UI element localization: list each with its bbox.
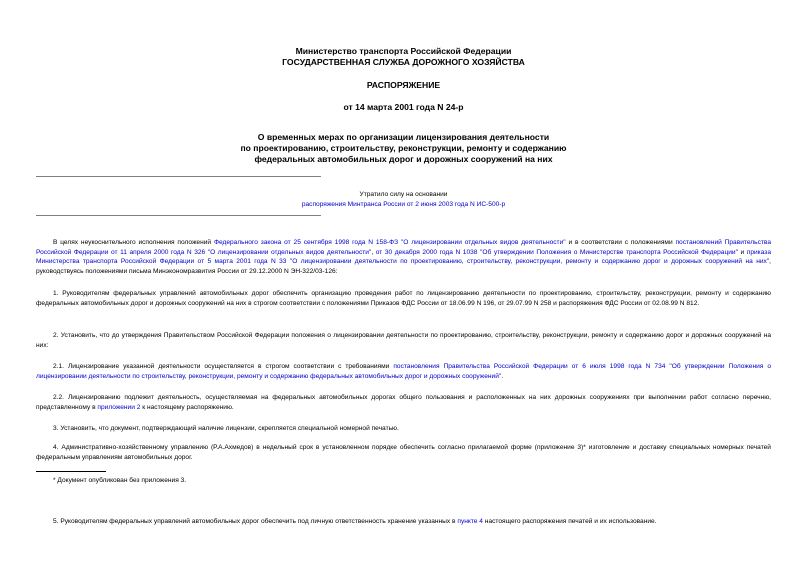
title-line-2: по проектированию, строительству, реконструкции, ремонту и содержанию [240, 143, 567, 153]
text-segment: , [371, 248, 376, 256]
divider-bottom [36, 215, 321, 216]
text-segment: к настоящему распоряжению. [140, 403, 234, 411]
service-name: ГОСУДАРСТВЕННАЯ СЛУЖБА ДОРОЖНОГО ХОЗЯЙСТВА [282, 57, 525, 67]
text-segment: и в соответствии с положениями [565, 239, 676, 246]
footnote-divider [36, 471, 106, 472]
resolution-734-link[interactable]: постановления Правительства Российской Федерации от 6 июля 1998 года N 734 "Об утверждении Положения о лицензировании деятельности по строительству, реконструкции, ремонту и содержанию федеральных автомобильных дорог и дорожных сооружений" [36, 363, 771, 380]
government-resolution-link[interactable]: постановлений Правительства Российской Федерации от 11 апреля 2000 года N 326 "О лицензировании отдельных видов деятельности" [36, 239, 771, 256]
text-segment: В целях неукоснительного исполнения положений [53, 239, 214, 246]
ministry-name: Министерство транспорта Российской Федерации [295, 46, 512, 56]
divider-top [36, 176, 321, 177]
footnote: * Документ опубликован без приложения 3. [53, 477, 187, 484]
paragraph-2-2 [36, 393, 771, 412]
title-line-3: федеральных автомобильных дорог и дорожных сооружений на них [254, 154, 553, 164]
paragraph-2-1 [36, 362, 771, 381]
text-segment: настоящего распоряжения печатей и их использование. [482, 518, 657, 525]
lost-force-link[interactable]: распоряжения Минтранса России от 2 июня 2003 года N ИС-500-р [301, 201, 506, 208]
text-segment: 5. Руководителям федеральных управлений автомобильных дорог обеспечить под личную ответственность хранение указанных в [53, 518, 458, 525]
text-segment: и [737, 248, 747, 256]
text-segment: 2.1. Лицензирование указанной деятельности осуществляется в строгом соответствии с требованиями [53, 363, 394, 370]
paragraph-4: 4. Административно-хозяйственному управлению (Р.А.Ахмедов) в недельный срок в установленном порядке обеспечить согласно прилагаемой форме (приложение 3)* изготовление и доставку специальных номерных печатей федеральным управлениям автомобильных дорог. [36, 444, 771, 461]
federal-law-link[interactable]: Федерального закона от 25 сентября 1998 года N 158-ФЗ "О лицензировании отдельных видов деятельности" [213, 239, 566, 246]
document-title [0, 132, 807, 165]
text-segment: 2.2. Лицензированию подлежит деятельность, осуществляемая на федеральных автомобильных дорогах общего пользования и расположенных на них дорожных сооружениях при выполнении работ согласно перечню, представленному в [36, 394, 771, 411]
point-4-link[interactable]: пункте 4 [457, 518, 483, 525]
document-date: от 14 марта 2001 года N 24-р [343, 102, 464, 112]
paragraph-3: 3. Установить, что документ, подтверждающий наличие лицензии, скрепляется специальной номерной печатью. [53, 425, 399, 432]
order-33-link[interactable]: приказа Министерства транспорта Российской Федерации от 5 марта 2001 года N 33 "О лицензировании деятельности по проектированию, строительству, реконструкции, ремонту и содержанию дорог и дорожных сооружений на них" [36, 248, 771, 266]
appendix-2-link[interactable]: приложении 2 [97, 403, 141, 411]
resolution-1038-link[interactable]: от 30 декабря 2000 года N 1038 "Об утверждении Положения о Министерстве транспорта Российской Федерации" [375, 248, 738, 256]
paragraph-preamble [36, 238, 771, 276]
title-line-1: О временных мерах по организации лицензирования деятельности [257, 132, 550, 142]
paragraph-1: 1. Руководителям федеральных управлений автомобильных дорог обеспечить организацию проведения работ по лицензированию деятельности по проектированию, строительству, реконструкции, ремонту и содержанию федеральных автомобильных дорог и дорожных сооружений на них в строгом соответствии с положениями Приказов ФДС России от 18.06.99 N 196, от 29.07.99 N 258 и распоряжения ФДС России от 02.08.99 N 812. [36, 290, 771, 307]
paragraph-5 [36, 517, 771, 527]
paragraph-2: 2. Установить, что до утверждения Правительством Российской Федерации положения о лицензировании деятельности по проектированию, строительству, реконструкции, ремонту и содержанию дорог и дорожных сооружений на них: [36, 332, 771, 349]
text-segment: , руководствуясь положениями письма Минэкономразвития России от 29.12.2000 N ЭН-322/03-126: [36, 258, 771, 275]
document-type: РАСПОРЯЖЕНИЕ [366, 80, 441, 90]
lost-force-text: Утратило силу на основании [359, 191, 448, 198]
text-segment: . [501, 372, 504, 380]
document-header [0, 46, 807, 68]
